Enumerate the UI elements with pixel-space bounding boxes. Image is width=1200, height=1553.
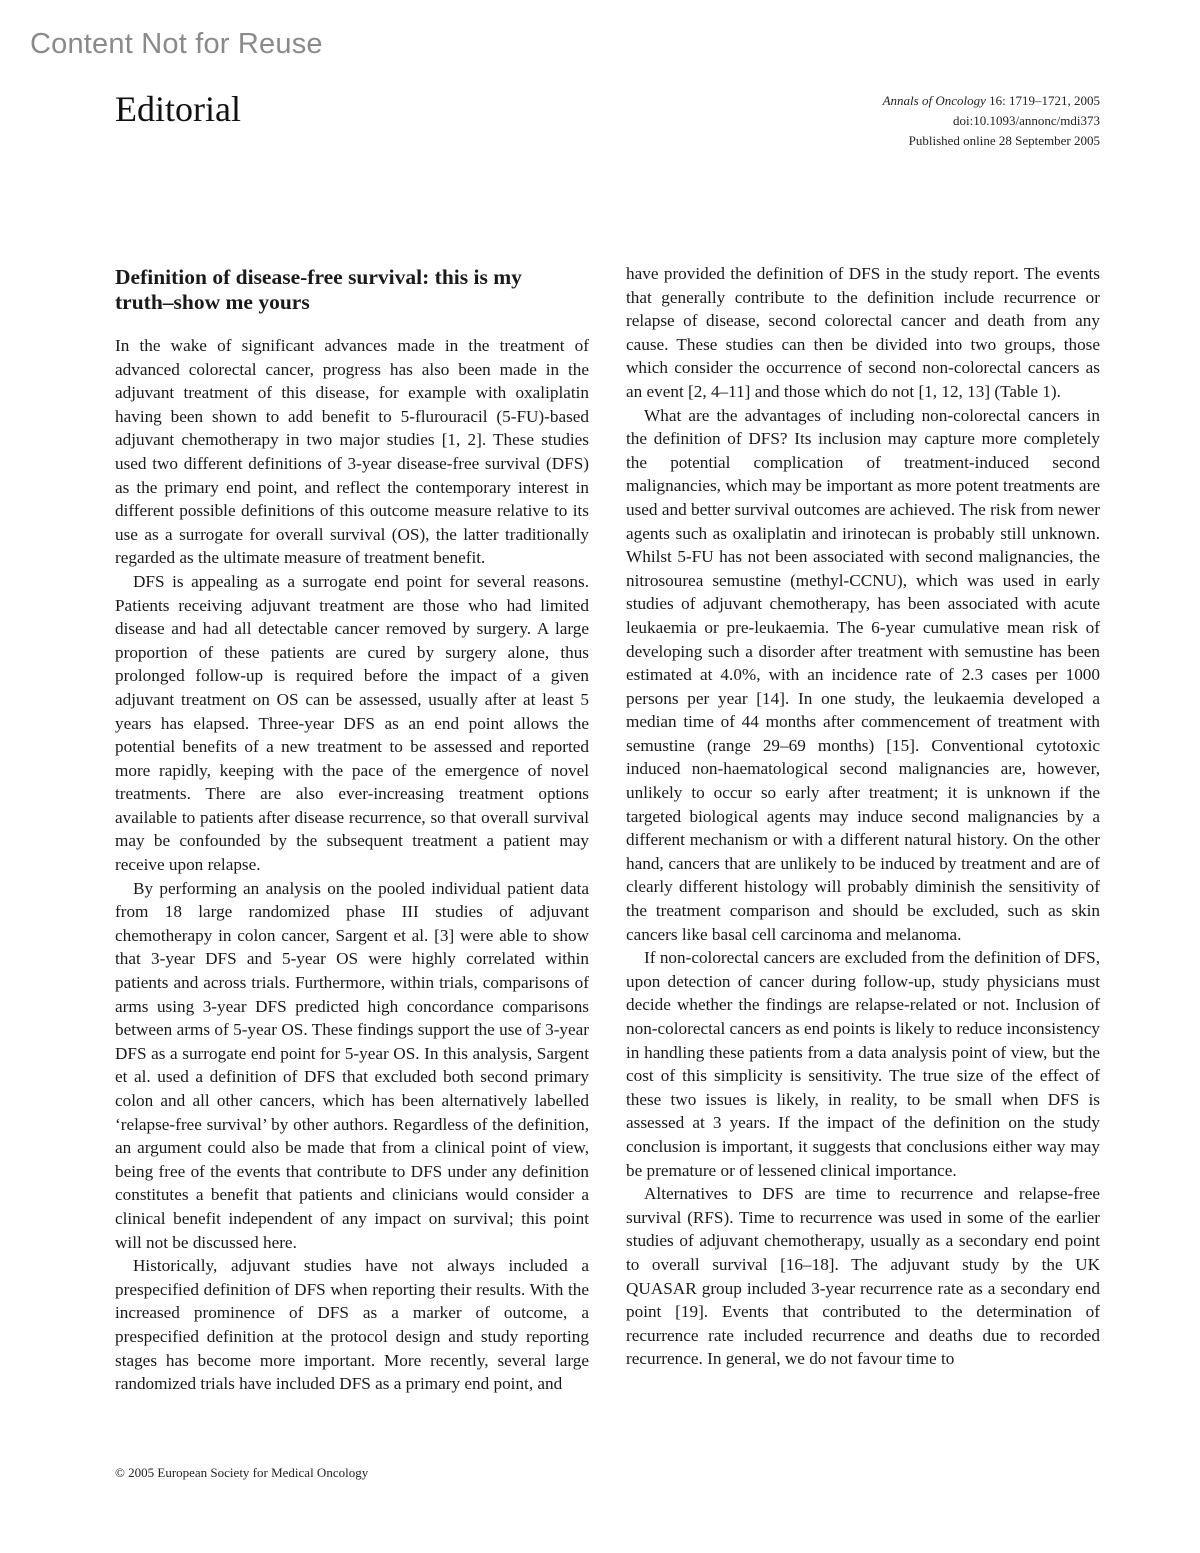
body-paragraph: Historically, adjuvant studies have not always included a prespecified definition of DFS when reporting their results. With the increased prominence of DFS as a marker of outcome, a prespecified definition at the protocol design and study reporting stages has become more important. More recently, several large randomized trials have included DFS as a primary end point, and <box>115 1256 589 1394</box>
body-paragraph: If non-colorectal cancers are excluded from the definition of DFS, upon detection of cancer during follow-up, study physicians must decide whether the findings are relapse-related or not. Inclusion of non-colorectal cancers as end points is likely to reduce inconsistency in handling these patients from a data analysis point of view, but the cost of this simplicity is sensitivity. The true size of the effect of these two issues is likely, in reality, to be small when DFS is assessed at 3 years. If the impact of the definition on the study conclusion is important, it suggests that conclusions either way may be premature or of lessened clinical importance. <box>626 948 1100 1180</box>
copyright-footer: © 2005 European Society for Medical Oncology <box>115 1465 369 1480</box>
article-title: Definition of disease-free survival: this is my truth–show me yours <box>115 265 522 314</box>
right-column <box>626 262 1100 1371</box>
journal-citation <box>883 91 1100 111</box>
watermark: Content Not for Reuse <box>30 28 323 60</box>
body-paragraph: Alternatives to DFS are time to recurrence and relapse-free survival (RFS). Time to recurrence was used in some of the earlier studies of adjuvant chemotherapy, usually as a secondary end point to overall survival [16–18]. The adjuvant study by the UK QUASAR group included 3-year recurrence rate as a secondary end point [19]. Events that contributed to the determination of recurrence rate included recurrence and deaths due to recorded recurrence. In general, we do not favour time to <box>626 1184 1100 1369</box>
journal-doi: doi:10.1093/annonc/mdi373 <box>953 113 1100 128</box>
body-paragraph: have provided the definition of DFS in the study report. The events that generally contribute to the definition include recurrence or relapse of disease, second colorectal cancer and death from any cause. These studies can then be divided into two groups, those which consider the occurrence of second non-colorectal cancers as an event [2, 4–11] and those which do not [1, 12, 13] (Table 1). <box>626 264 1100 401</box>
left-column <box>115 262 589 1396</box>
journal-volume-pages: 16: 1719–1721, 2005 <box>985 93 1100 108</box>
journal-published-date: Published online 28 September 2005 <box>908 133 1100 148</box>
body-paragraph: In the wake of significant advances made in the treatment of advanced colorectal cancer, progress has also been made in the adjuvant treatment of this disease, for example with oxaliplatin having been shown to add benefit to 5-flurouracil (5-FU)-based adjuvant chemotherapy in two major studies [1, 2]. These studies used two different definitions of 3-year disease-free survival (DFS) as the primary end point, and reflect the contemporary interest in different possible definitions of this outcome measure relative to its use as a surrogate for overall survival (OS), the latter traditionally regarded as the ultimate measure of treatment benefit. <box>115 336 589 568</box>
journal-name: Annals of Oncology <box>882 93 986 108</box>
journal-meta <box>883 91 1100 151</box>
body-paragraph: By performing an analysis on the pooled individual patient data from 18 large randomized phase III studies of adjuvant chemotherapy in colon cancer, Sargent et al. [3] were able to show that 3-year DFS and 5-year OS were highly correlated within patients and across trials. Furthermore, within trials, comparisons of arms using 3-year DFS predicted high concordance comparisons between arms of 5-year OS. These findings support the use of 3-year DFS as a surrogate end point for 5-year OS. In this analysis, Sargent et al. used a definition of DFS that excluded both second primary colon and all other cancers, which has been alternatively labelled ‘relapse-free survival’ by other authors. Regardless of the definition, an argument could also be made that from a clinical point of view, being free of the events that contribute to DFS under any definition constitutes a benefit that patients and clinicians would consider a clinical benefit independent of any impact on survival; this point will not be discussed here. <box>115 878 589 1252</box>
body-paragraph: DFS is appealing as a surrogate end point for several reasons. Patients receiving adjuvant treatment are those who had limited disease and had all detectable cancer removed by surgery. A large proportion of these patients are cured by surgery alone, thus prolonged follow-up is required before the impact of a given adjuvant treatment on OS can be assessed, usually after at least 5 years has elapsed. Three-year DFS as an end point allows the potential benefits of a new treatment to be assessed and reported more rapidly, keeping with the pace of the emergence of novel treatments. There are also ever-increasing treatment options available to patients after disease recurrence, so that overall survival may be confounded by the subsequent treatment a patient may receive upon relapse. <box>115 571 589 875</box>
section-label: Editorial <box>115 89 241 129</box>
body-paragraph: What are the advantages of including non-colorectal cancers in the definition of DFS? Its inclusion may capture more completely the potential complication of treatment-induced second malignancies, which may be important as more potent treatments are used and better survival outcomes are achieved. The risk from newer agents such as oxaliplatin and irinotecan is probably still unknown. Whilst 5-FU has not been associated with second malignancies, the nitrosourea semustine (methyl-CCNU), which was used in early studies of adjuvant chemotherapy, has been associated with acute leukaemia or pre-leukaemia. The 6-year cumulative mean risk of developing such a disorder after treatment with semustine has been estimated at 4.0%, with an incidence rate of 2.3 cases per 1000 persons per year [14]. In one study, the leukaemia developed a median time of 44 months after commencement of treatment with semustine (range 29–69 months) [15]. Conventional cytotoxic induced non-haematological second malignancies are, however, unlikely to occur so early after treatment; it is unknown if the targeted biological agents may induce second malignancies by a different mechanism or with a different natural history. On the other hand, cancers that are unlikely to be induced by treatment and are of clearly different histology will probably diminish the sensitivity of the treatment comparison and should be excluded, such as skin cancers like basal cell carcinoma and melanoma. <box>626 405 1100 944</box>
